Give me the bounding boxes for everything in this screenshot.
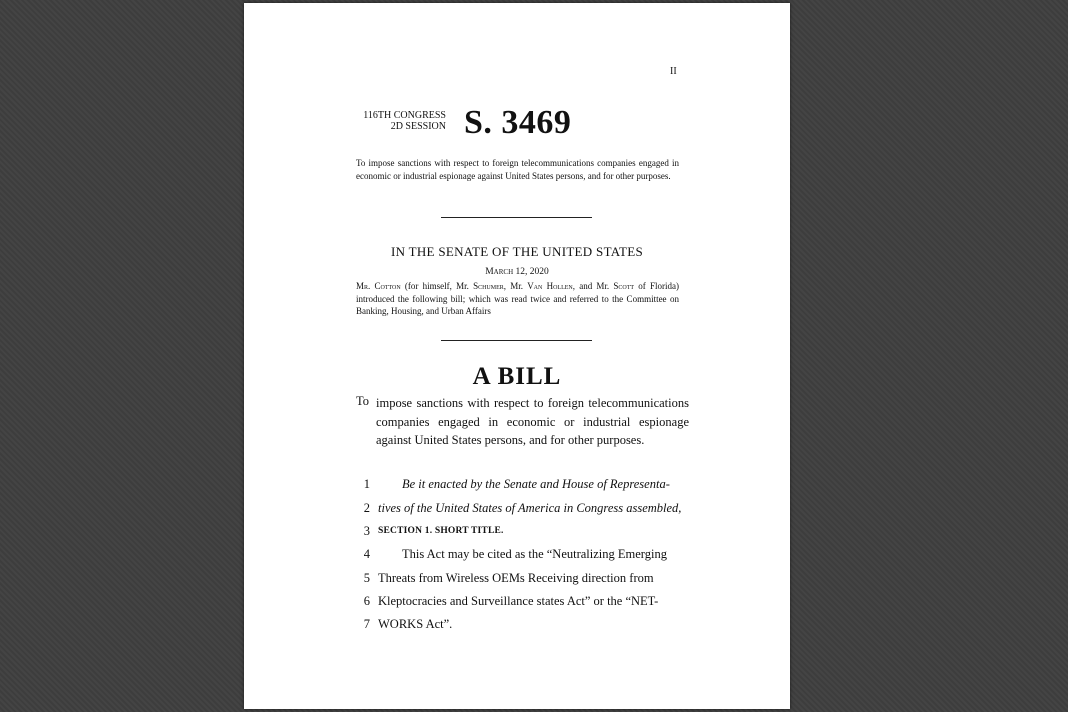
purpose-summary: To impose sanctions with respect to foreign telecommunications companies engaged in economic or industrial espionage against United States persons, and for other purposes. [356, 158, 679, 181]
divider-rule [441, 217, 592, 218]
session-label: 2D SESSION [390, 121, 446, 132]
introduction-date: March 12, 2020 [485, 267, 549, 277]
purpose-to-word: To [356, 394, 370, 408]
section-text-line: WORKS Act”. [378, 617, 453, 631]
line-number: 6 [363, 594, 370, 608]
line-number: 5 [363, 571, 370, 585]
intro-text: , Mr. [503, 281, 528, 291]
line-number: 1 [363, 477, 370, 491]
section-heading: SECTION 1. SHORT TITLE. [378, 526, 504, 536]
intro-text: of Florida) introduced the following bill; which was read twice and referred to the Committee on Banking, Housing, and Urban Affairs [356, 281, 679, 316]
enacting-clause-line: Be it enacted by the Senate and House of Representa- [402, 477, 670, 491]
senate-heading: IN THE SENATE OF THE UNITED STATES [390, 244, 644, 259]
line-number: 4 [363, 547, 370, 561]
line-number: 2 [363, 501, 370, 515]
congress-session-block [356, 110, 446, 132]
intro-text: (for himself, Mr. [400, 281, 474, 291]
line-number: 7 [363, 617, 370, 631]
document-page [244, 3, 790, 709]
enacting-clause-line: tives of the United States of America in Congress assembled, [378, 501, 682, 515]
cosponsor-name: Scott [613, 281, 635, 291]
cosponsor-name: Schumer [473, 281, 504, 291]
sponsor-name: Mr. Cotton [356, 281, 401, 291]
purpose-full-text: impose sanctions with respect to foreign telecommunications companies engaged in economic or industrial espionage against United States persons, and for other purposes. [376, 396, 689, 448]
congress-label: 116TH CONGRESS [363, 110, 446, 121]
introduction-statement [356, 280, 679, 318]
cosponsor-name: Van Hollen [527, 281, 573, 291]
intro-text: , and Mr. [572, 281, 614, 291]
section-text-line: Kleptocracies and Surveillance states Act” or the “NET- [378, 594, 659, 608]
divider-rule [441, 340, 592, 341]
line-number: 3 [363, 524, 370, 538]
bill-version-mark: II [670, 66, 677, 77]
a-bill-heading: A BILL [472, 363, 562, 390]
section-text-line: Threats from Wireless OEMs Receiving direction from [378, 571, 654, 585]
bill-number: S. 3469 [464, 104, 572, 141]
section-text-line: This Act may be cited as the “Neutralizing Emerging [402, 547, 667, 561]
